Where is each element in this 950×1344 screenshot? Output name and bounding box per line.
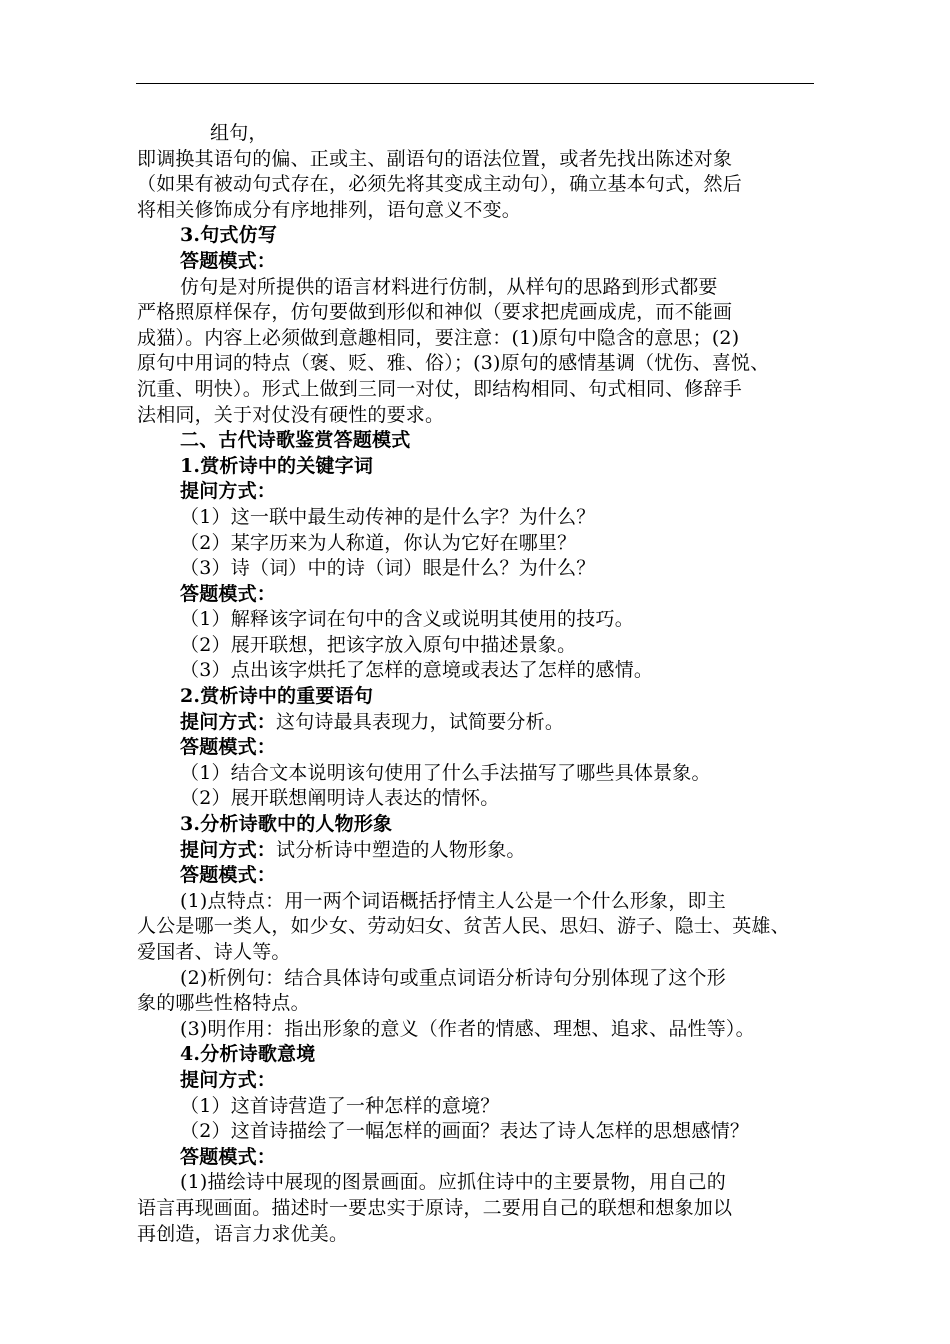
body-line: 组句，	[210, 122, 268, 144]
body-line: （1）结合文本说明该句使用了什么手法描写了哪些具体景象。	[180, 761, 711, 784]
body-line: （1）解释该字词在句中的含义或说明其使用的技巧。	[180, 608, 634, 631]
section-heading: 4.分析诗歌意境	[180, 1043, 316, 1066]
body-line: (3)明作用：指出形象的意义（作者的情感、理想、追求、品性等）。	[180, 1017, 755, 1040]
question-text: 试分析诗中塑造的人物形象。	[276, 838, 526, 861]
body-line: 原句中用词的特点（褒、贬、雅、俗）；(3)原句的感情基调（忧伤、喜悦、	[137, 352, 770, 375]
body-line: （2）某字历来为人称道，你认为它好在哪里？	[180, 531, 577, 554]
body-line: （2）这首诗描绘了一幅怎样的画面？表达了诗人怎样的思想感情？	[180, 1120, 750, 1143]
question-text: 这句诗最具表现力，试简要分析。	[276, 710, 565, 733]
section-heading: 3.句式仿写	[180, 224, 278, 247]
label-line: 答题模式：	[180, 582, 277, 605]
body-line: 仿句是对所提供的语言材料进行仿制，从样句的思路到形式都要	[180, 275, 718, 298]
section-heading: 1.赏析诗中的关键字词	[180, 454, 374, 477]
label-line: 答题模式：	[180, 736, 277, 759]
label-line: 答题模式：	[180, 864, 277, 887]
body-line: （1）这首诗营造了一种怎样的意境？	[180, 1094, 500, 1117]
body-line: (1)点特点：用一两个词语概括抒情主人公是一个什么形象，即主	[180, 889, 726, 912]
section-heading: 二、古代诗歌鉴赏答题模式	[180, 429, 411, 452]
body-line: （如果有被动句式存在，必须先将其变成主动句），确立基本句式，然后	[137, 173, 742, 196]
question-label: 提问方式：	[180, 710, 277, 733]
body-line: （2）展开联想阐明诗人表达的情怀。	[180, 787, 500, 810]
section-heading: 3.分析诗歌中的人物形象	[180, 813, 393, 836]
body-line: （3）诗（词）中的诗（词）眼是什么？为什么？	[180, 557, 596, 580]
header-rule	[136, 83, 814, 84]
body-line: 将相关修饰成分有序地排列，语句意义不变。	[137, 198, 522, 221]
question-label: 提问方式：	[180, 838, 277, 861]
body-line: （1）这一联中最生动传神的是什么字？为什么？	[180, 505, 596, 528]
body-line: （2）展开联想，把该字放入原句中描述景象。	[180, 633, 577, 656]
label-line: 提问方式：	[180, 480, 277, 503]
body-line: 语言再现画面。描述时一要忠实于原诗，二要用自己的联想和想象加以	[137, 1196, 733, 1219]
label-line: 答题模式：	[180, 1145, 277, 1168]
body-line: 象的哪些性格特点。	[137, 992, 310, 1015]
body-line: 成猫）。内容上必须做到意趣相同，要注意：(1)原句中隐含的意思；(2)	[137, 326, 740, 349]
body-line: (1)描绘诗中展现的图景画面。应抓住诗中的主要景物，用自己的	[180, 1171, 726, 1194]
body-line: 人公是哪一类人，如少女、劳动妇女、贫苦人民、思妇、游子、隐士、英雄、	[137, 915, 790, 938]
document-body	[137, 121, 815, 1247]
body-line: 法相同，关于对仗没有硬性的要求。	[137, 403, 445, 426]
body-line: 沉重、明快）。形式上做到三同一对仗，即结构相同、句式相同、修辞手	[137, 377, 742, 400]
question-line	[137, 838, 815, 864]
label-line: 答题模式：	[180, 249, 277, 272]
label-line: 提问方式：	[180, 1068, 277, 1091]
body-line: 再创造，语言力求优美。	[137, 1222, 349, 1245]
question-line	[137, 710, 815, 736]
body-line: (2)析例句：结合具体诗句或重点词语分析诗句分别体现了这个形	[180, 966, 726, 989]
body-line: 爱国者、诗人等。	[137, 941, 291, 963]
section-heading: 2.赏析诗中的重要语句	[180, 685, 374, 708]
body-line: 严格照原样保存，仿句要做到形似和神似（要求把虎画成虎，而不能画	[137, 301, 733, 324]
body-line: 即调换其语句的偏、正或主、副语句的语法位置，或者先找出陈述对象	[137, 147, 733, 170]
body-line: （3）点出该字烘托了怎样的意境或表达了怎样的感情。	[180, 659, 654, 682]
